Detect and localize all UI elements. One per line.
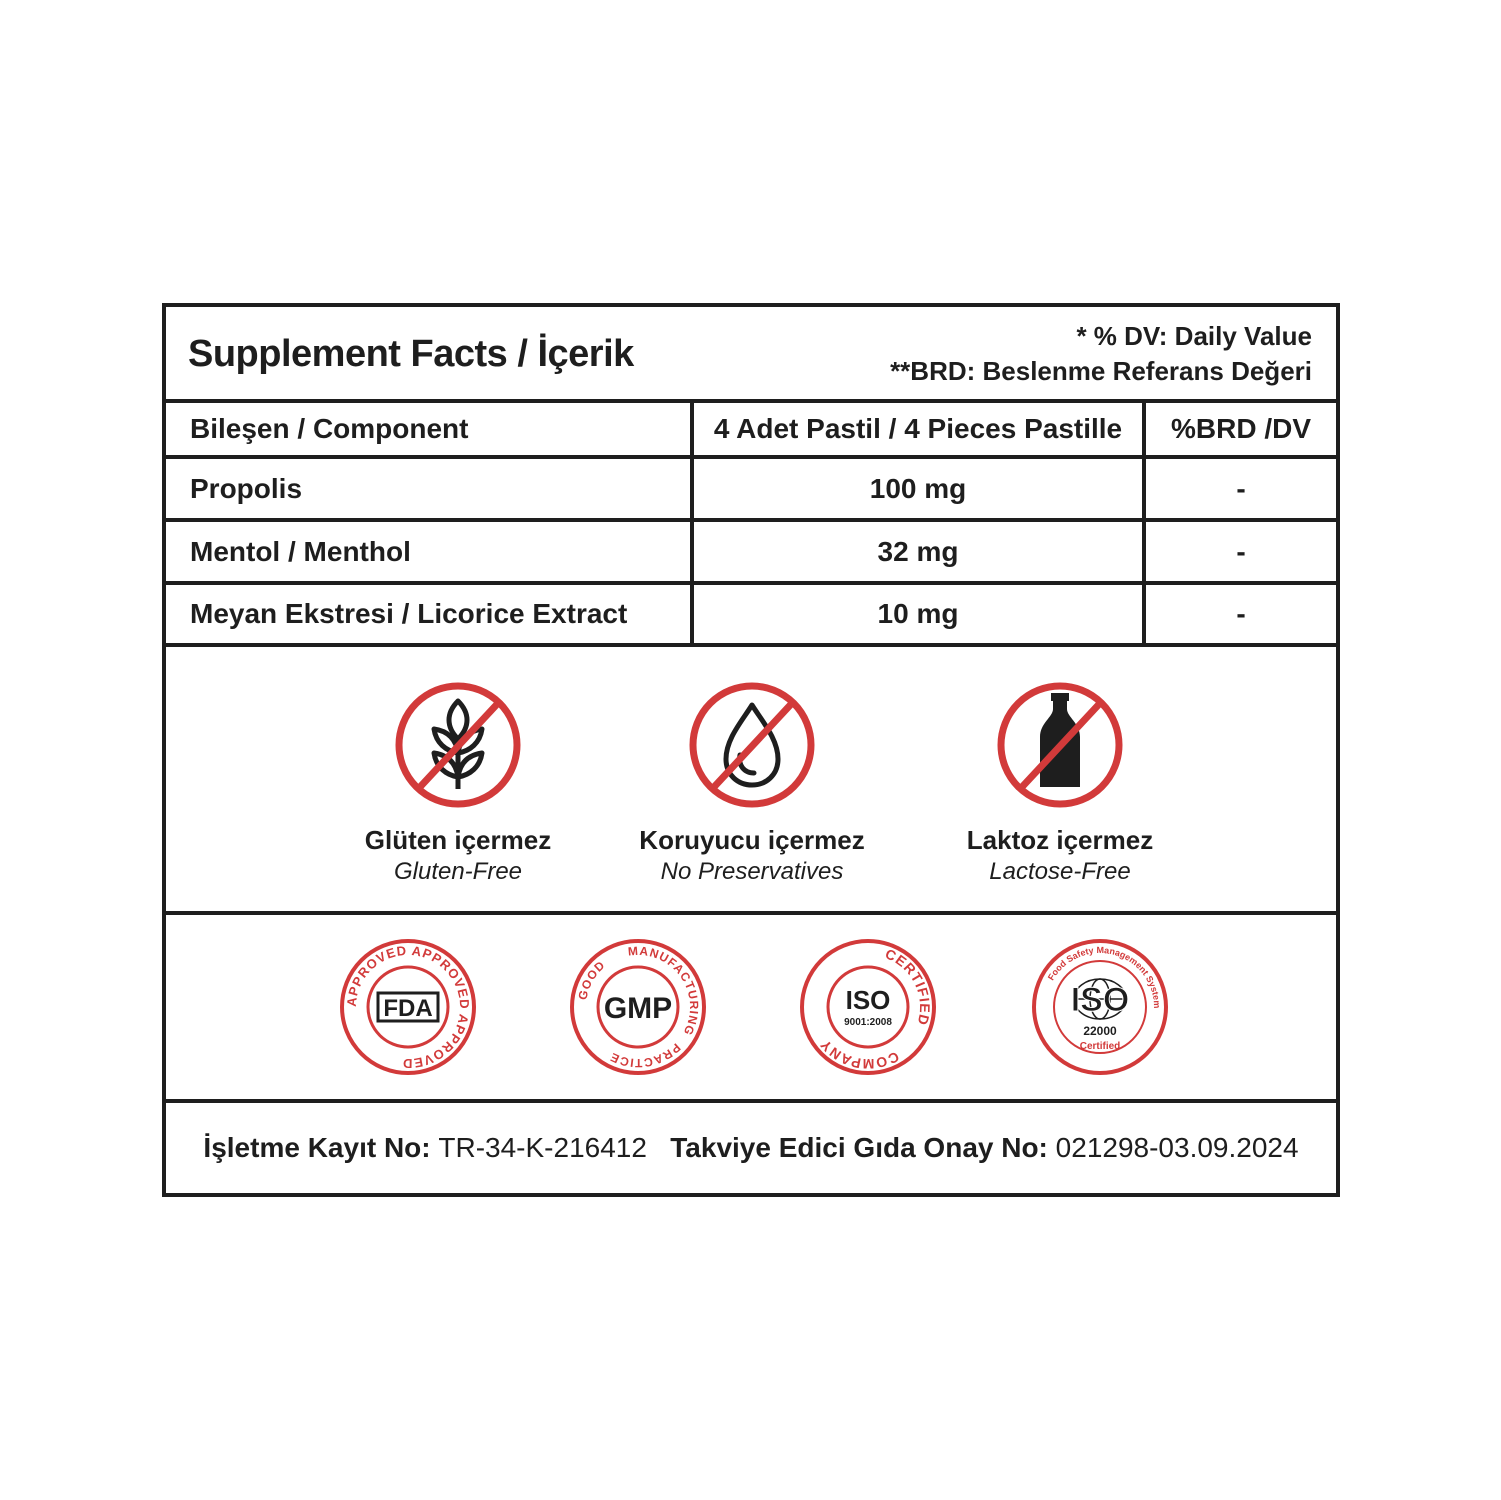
svg-text:Food Safety Management System: Food Safety Management System xyxy=(1045,944,1163,1009)
no-preservatives-label-en: No Preservatives xyxy=(660,858,844,885)
column-header-dv: %BRD /DV xyxy=(1170,413,1311,444)
component-dv: - xyxy=(1236,535,1246,567)
certifications-section xyxy=(166,915,1336,1103)
component-dv: - xyxy=(1236,598,1246,629)
svg-text:CERTIFIED: CERTIFIED xyxy=(882,945,934,1028)
svg-text:COMPANY: COMPANY xyxy=(816,1036,902,1073)
registration-label: İşletme Kayıt No: xyxy=(203,1132,431,1163)
table-row xyxy=(166,459,1336,522)
registration-footer xyxy=(166,1103,1336,1193)
component-name: Mentol / Menthol xyxy=(166,522,694,581)
svg-text:ISO: ISO xyxy=(1070,981,1130,1019)
table-header-row xyxy=(166,403,1336,459)
svg-text:APPROVED: APPROVED xyxy=(343,942,408,1008)
lactose-free-label-en: Lactose-Free xyxy=(989,858,1131,885)
component-amount: 100 mg xyxy=(694,459,1146,518)
fda-approved-icon xyxy=(338,937,478,1077)
no-gluten-icon xyxy=(392,679,524,811)
svg-text:9001:2008: 9001:2008 xyxy=(844,1017,892,1028)
svg-text:FDA: FDA xyxy=(383,995,433,1022)
svg-text:GMP: GMP xyxy=(603,992,673,1025)
component-name: Propolis xyxy=(166,459,694,518)
iso-9001-icon xyxy=(798,937,938,1077)
no-preservatives-icon xyxy=(686,679,818,811)
svg-text:MANUFACTURING: MANUFACTURING xyxy=(627,943,702,1039)
approval-number: 021298-03.09.2024 xyxy=(1055,1132,1299,1163)
column-header-amount: 4 Adet Pastil / 4 Pieces Pastille xyxy=(694,403,1146,455)
component-dv: - xyxy=(1236,472,1246,504)
svg-text:GOOD: GOOD xyxy=(575,957,608,1002)
note-brd: **BRD: Beslenme Referans Değeri xyxy=(890,356,1312,386)
component-amount: 10 mg xyxy=(694,585,1146,643)
lactose-free-badge xyxy=(910,679,1210,886)
table-row xyxy=(166,585,1336,647)
svg-text:APPROVED: APPROVED xyxy=(410,943,473,1010)
gluten-free-label-tr: Glüten içermez xyxy=(364,825,552,855)
no-lactose-icon xyxy=(994,679,1126,811)
approval-label: Takviye Edici Gıda Onay No: xyxy=(670,1132,1048,1163)
svg-text:PRACTICE: PRACTICE xyxy=(607,1040,684,1071)
gmp-icon xyxy=(568,937,708,1077)
note-dv: * % DV: Daily Value xyxy=(1076,321,1312,351)
svg-text:ISO: ISO xyxy=(845,985,891,1015)
registration-number: TR-34-K-216412 xyxy=(438,1132,647,1163)
svg-text:Certified: Certified xyxy=(1079,1041,1121,1052)
component-amount: 32 mg xyxy=(694,522,1146,581)
page-title: Supplement Facts / İçerik xyxy=(188,333,634,375)
svg-text:APPROVED: APPROVED xyxy=(401,1012,472,1072)
component-name: Meyan Ekstresi / Licorice Extract xyxy=(166,585,694,643)
legend-notes xyxy=(890,319,1312,389)
title-bar xyxy=(166,307,1336,403)
svg-text:22000: 22000 xyxy=(1083,1024,1117,1038)
column-header-component: Bileşen / Component xyxy=(166,403,694,455)
supplement-facts-panel xyxy=(162,303,1340,1197)
free-from-section xyxy=(166,647,1336,915)
no-preservatives-badge xyxy=(602,679,902,886)
iso-22000-icon xyxy=(1030,937,1170,1077)
lactose-free-label-tr: Laktoz içermez xyxy=(966,825,1154,855)
no-preservatives-label-tr: Koruyucu içermez xyxy=(639,825,865,855)
table-row xyxy=(166,522,1336,585)
gluten-free-badge xyxy=(308,679,608,886)
gluten-free-label-en: Gluten-Free xyxy=(393,858,523,885)
